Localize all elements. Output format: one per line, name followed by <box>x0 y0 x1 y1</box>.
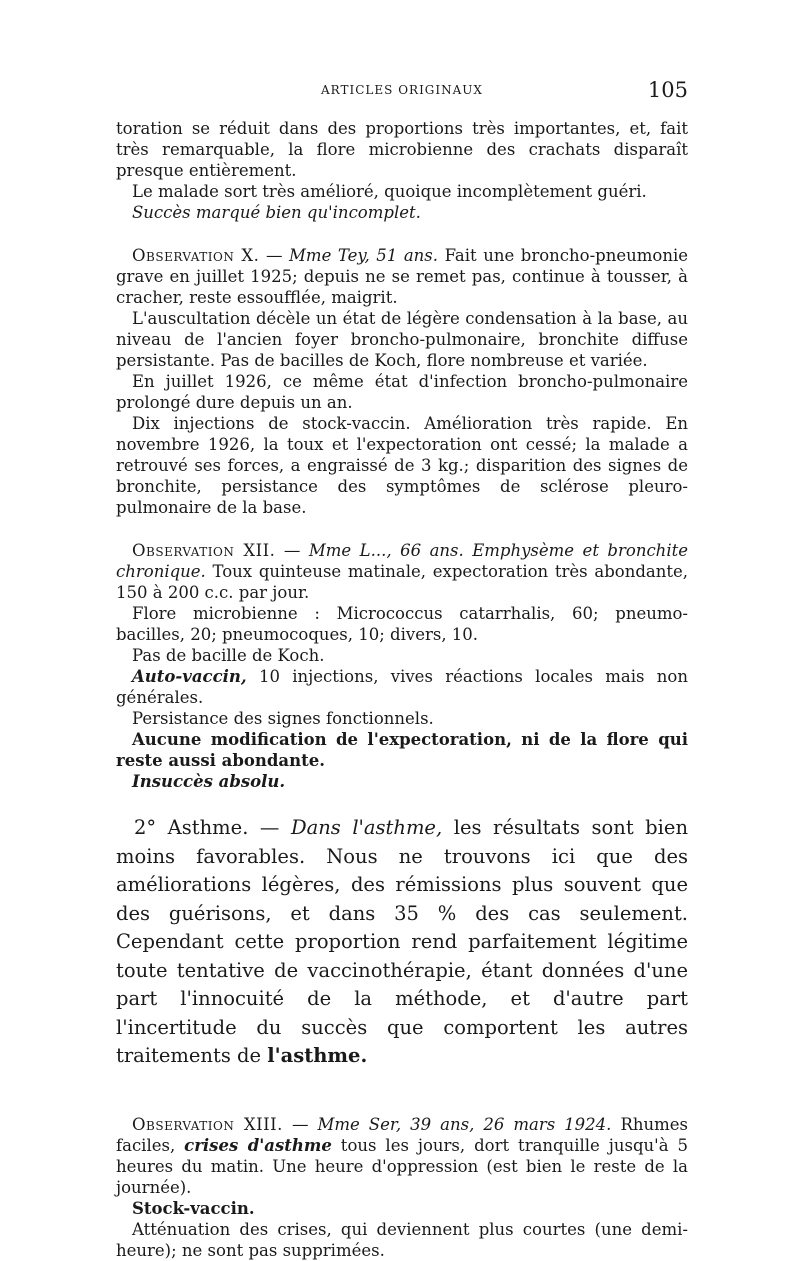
observation-label: Observation XII. <box>132 541 276 560</box>
paragraph <box>116 666 688 708</box>
paragraph: Stock-vaccin. <box>132 1198 255 1218</box>
running-title: ARTICLES ORIGINAUX <box>321 83 483 97</box>
page-number: 105 <box>647 78 688 102</box>
paragraph: toration se réduit dans des proportions très importantes, et, fait très remarquable, la flore microbienne des crachats disparaît presque entièrement. <box>116 119 688 180</box>
paragraph: Pas de bacille de Koch. <box>132 646 325 665</box>
emphasis: l'asthme. <box>267 1044 368 1067</box>
paragraph-text: 10 injections, vives réactions locales mais non générales. <box>116 667 688 707</box>
emphasis: Auto-vaccin, <box>132 667 247 686</box>
paragraph: Le malade sort très amélioré, quoique incomplètement guéri. <box>132 182 647 201</box>
paragraph: L'auscultation décèle un état de légère condensation à la base, au niveau de l'ancien foyer broncho-pulmonaire, bronchite diffuse persistante. Pas de bacilles de Koch, flore nombreuse et variée. <box>116 309 688 370</box>
paragraph: Flore microbienne : Micrococcus catarrhalis, 60; pneumo-bacilles, 20; pneumocoques, 10; divers, 10. <box>116 604 688 644</box>
paragraph-text: tous les jours, dort tranquille jusqu'à 5 heures du matin. Une heure d'oppression (est bien le reste de la journée). <box>116 1135 688 1197</box>
paragraph: Atténuation des crises, qui deviennent plus courtes (une demi-heure); ne sont pas supprimées. <box>116 1219 688 1260</box>
lead-phrase: Dans l'asthme, <box>290 816 443 839</box>
page-header <box>116 78 688 104</box>
paragraph-text: Toux quinteuse matinale, expectoration très abondante, 150 à 200 c.c. par jour. <box>116 562 688 602</box>
observation-x <box>116 245 688 308</box>
asthma-section <box>116 814 688 1071</box>
paragraph-text: Fait une broncho-pneumonie grave en juillet 1925; depuis ne se remet pas, continue à tousser, à cracher, reste essoufflée, maigrit. <box>116 246 688 307</box>
section-heading: 2° Asthme. <box>134 816 249 839</box>
dash: — <box>275 541 309 560</box>
dash: — <box>259 246 290 265</box>
paragraph: Persistance des signes fonctionnels. <box>132 709 434 728</box>
patient-info: Mme L..., 66 ans. Emphysème et bronchite chronique. <box>116 541 688 581</box>
paragraph: Succès marqué bien qu'incomplet. <box>132 203 421 222</box>
observation-label: Observation XIII. <box>132 1114 283 1134</box>
patient-info: Mme Tey, 51 ans. <box>289 246 439 265</box>
observation-label: Observation X. <box>132 246 260 265</box>
paragraph-text: Rhumes faciles, <box>116 1114 688 1155</box>
paragraph: Dix injections de stock-vaccin. Amélioration très rapide. En novembre 1926, la toux et l'expectoration ont cessé; la malade a retrouvé ses forces, a engraissé de 3 kg.; disparition des signes de bronchite, persistance des symptômes de sclérose pleuro-pulmonaire de la base. <box>116 414 688 517</box>
article-body <box>116 118 688 1261</box>
observation-xiii <box>116 1114 688 1198</box>
emphasis: crises d'asthme <box>184 1135 332 1155</box>
paragraph: Aucune modification de l'expectoration, ni de la flore qui reste aussi abondante. <box>116 730 688 770</box>
paragraph: Insuccès absolu. <box>132 772 286 791</box>
observation-xii <box>116 540 688 603</box>
patient-info: Mme Ser, 39 ans, 26 mars 1924. <box>317 1114 612 1134</box>
asthma-paragraph <box>116 814 688 1071</box>
dash: — <box>282 1114 318 1134</box>
dash: — <box>248 816 291 839</box>
paragraph: En juillet 1926, ce même état d'infection broncho-pulmonaire prolongé dure depuis un an. <box>116 372 688 412</box>
paragraph-text: les résultats sont bien moins favorables. Nous ne trouvons ici que des améliorations légères, des rémissions plus souvent que des guérisons, et dans 35 % des cas seulement. Cependant cette proportion rend parfaitement légitime toute tentative de vaccinothérapie, étant données d'une part l'innocuité de la méthode, et d'autre part l'incertitude du succès que comportent les autres traitements de <box>116 816 688 1067</box>
